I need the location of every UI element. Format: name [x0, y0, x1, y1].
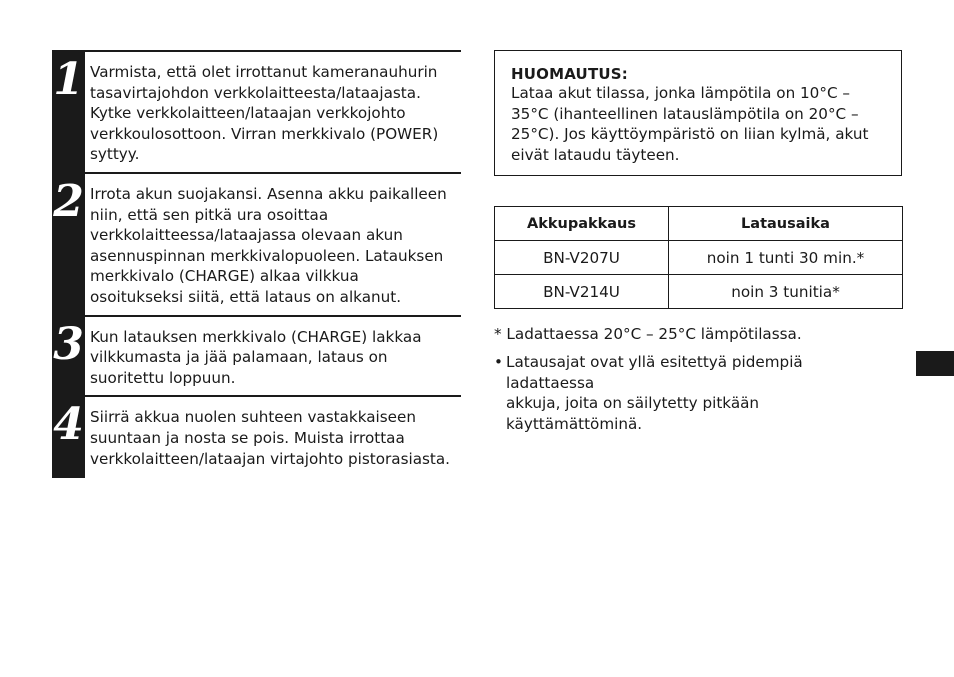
step-number: 3	[53, 318, 84, 370]
bullet-note	[494, 352, 874, 434]
note-text: Lataa akut tilassa, jonka lämpötila on 10°C – 35°C (ihanteellinen latauslämpötila on 20°C – 25°C). Jos käyttöympäristö on liian kylmä, akut eivät lataudu täyteen.	[511, 84, 869, 164]
step-number: 1	[53, 54, 84, 105]
section-tab-marker	[916, 351, 954, 376]
step-number: 4	[53, 399, 84, 451]
step-text: Kun latauksen merkkivalo (CHARGE) lakkaa vilkkumasta ja jää palamaan, lataus on suoritettu loppuun.	[90, 327, 422, 387]
step-text: Irrota akun suojakansi. Asenna akku paikalleen niin, että sen pitkä ura osoittaa verkkolaitteessa/lataajassa olevaan akun asennuspinnan merkkivalopuoleen. Latauksen merkkivalo (CHARGE) alkaa vilkkua osoitukseksi siitä, että lataus on alkanut.	[90, 184, 447, 306]
bullet-symbol: •	[494, 353, 503, 371]
note-title: HUOMAUTUS:	[511, 65, 628, 83]
bullet-text: Latausajat ovat yllä esitettyä pidempiä ladattaessa akkuja, joita on säilytetty pitkään käyttämättöminä.	[506, 353, 803, 433]
table-row	[495, 275, 903, 309]
table-header-battery: Akkupakkaus	[495, 207, 669, 241]
table-header-time: Latausaika	[669, 207, 903, 241]
charging-time-table	[494, 206, 903, 309]
table-cell-battery: BN-V207U	[495, 241, 669, 275]
step-2	[52, 172, 461, 315]
table-header-row	[495, 207, 903, 241]
step-number-bar	[52, 317, 85, 396]
steps-list	[52, 50, 461, 478]
step-1	[52, 50, 461, 172]
table-cell-time: noin 1 tunti 30 min.*	[669, 241, 903, 275]
step-number-bar	[52, 52, 85, 172]
step-number-bar	[52, 397, 85, 478]
footnote: * Ladattaessa 20°C – 25°C lämpötilassa.	[494, 325, 802, 343]
note-box	[494, 50, 902, 176]
table-cell-time: noin 3 tunitia*	[669, 275, 903, 309]
table-row	[495, 241, 903, 275]
table-cell-battery: BN-V214U	[495, 275, 669, 309]
step-number: 2	[53, 175, 84, 227]
step-4	[52, 395, 461, 478]
step-text: Varmista, että olet irrottanut kameranauhurin tasavirtajohdon verkkolaitteesta/lataajasta. Kytke verkkolaitteen/lataajan verkkojohto verkkoulosottoon. Virran merkkivalo (POWER) syttyy.	[90, 63, 439, 164]
step-3	[52, 315, 461, 396]
step-number-bar	[52, 174, 85, 315]
step-text: Siirrä akkua nuolen suhteen vastakkaiseen suuntaan ja nosta se pois. Muista irrottaa verkkolaitteen/lataajan virtajohto pistorasiasta.	[90, 408, 451, 468]
